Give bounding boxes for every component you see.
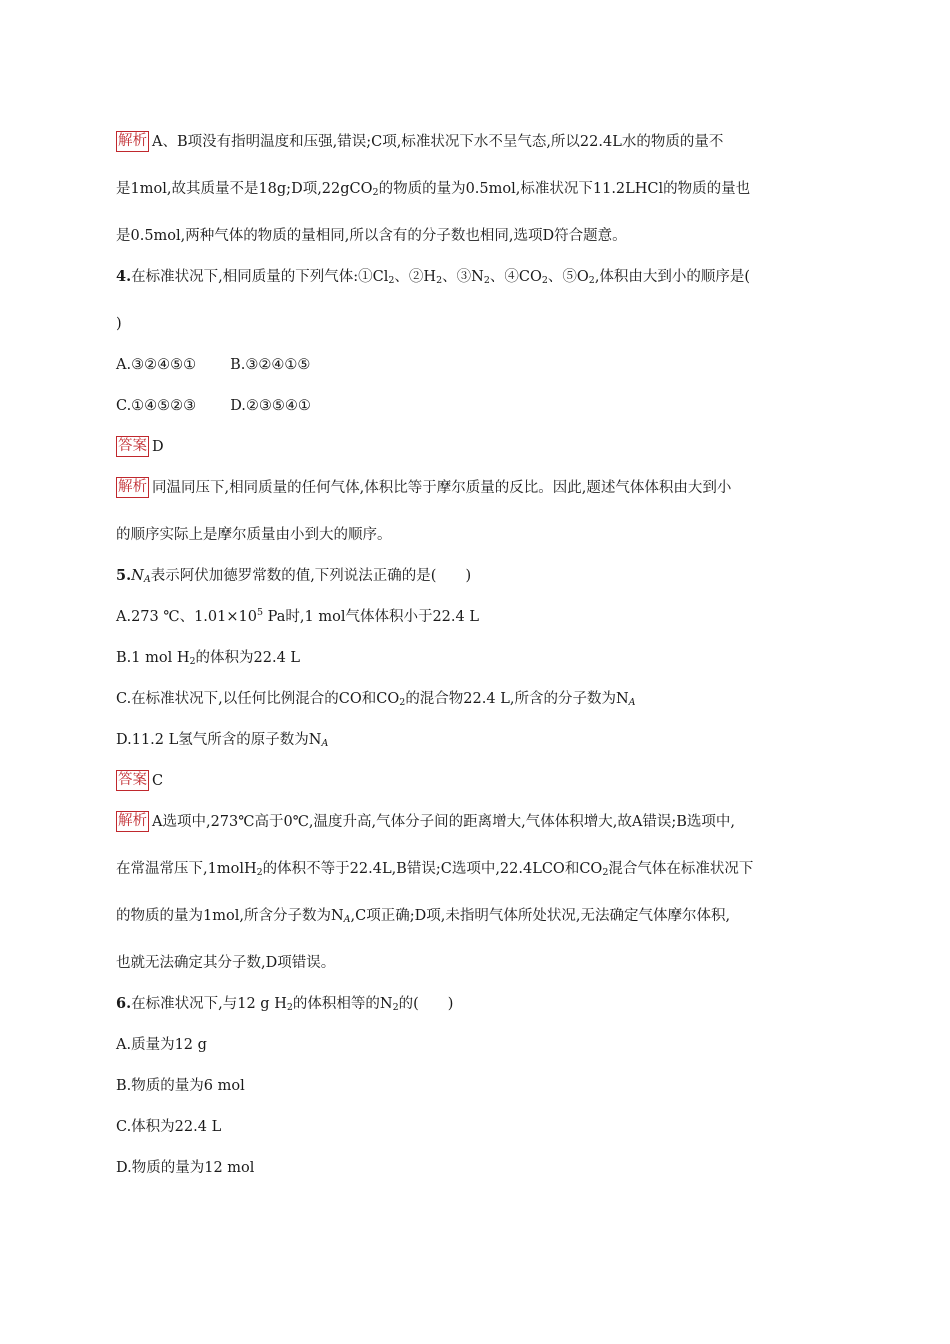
option-b: B.③②④①⑤ <box>230 357 311 373</box>
question-5-analysis: 在常温常压下,1molH$_2$的体积不等于22.4L,B错误;C选项中,22.4LCO和$CO_2$混合气体在标准状况下 <box>116 861 754 878</box>
question-6-option-a: A.质量为12 g <box>116 1037 207 1053</box>
question-5-stem: $5.N_A$表示阿伏加德罗常数的值,下列说法正确的是( ) <box>116 567 472 585</box>
answer-tag: 答案 <box>116 770 149 791</box>
answer-tag: 答案 <box>116 436 149 457</box>
analysis-line: 是0.5mol,两种气体的物质的量相同,所以含有的分子数也相同,选项D符合题意。 <box>116 228 627 244</box>
question-4-options-row-1 <box>116 351 836 379</box>
question-4-analysis: 解析 同温同压下,相同质量的任何气体,体积比等于摩尔质量的反比。因此,题述气体体积由大到小 <box>118 479 732 496</box>
analysis-line: 解析 A、B项没有指明温度和压强,错误;C项,标准状况下水不呈气态,所以22.4L水的物质的量不 <box>118 133 724 150</box>
document-page <box>116 128 836 1182</box>
question-5-option-d: D.11.2 L氢气所含的原子数为$N_A$ <box>116 732 329 749</box>
question-4-answer: 答案 D <box>118 438 164 455</box>
question-5-option-a: A.273 ℃、$1.01\times 10^5$ Pa时,1 mol气体体积小于22.4 L <box>116 607 479 625</box>
question-4-stem-close: ) <box>116 316 122 332</box>
question-5-analysis: 解析 A选项中,273℃高于0℃,温度升高,气体分子间的距离增大,气体体积增大,故A错误;B选项中, <box>118 813 735 830</box>
option-a: A.③②④⑤① <box>116 357 197 373</box>
question-6-option-b: B.物质的量为6 mol <box>116 1078 245 1094</box>
question-number: 4. <box>116 268 132 285</box>
question-5-analysis: 的物质的量为1mol,所含分子数为$N_A,C$项正确;D项,未指明气体所处状况,无法确定气体摩尔体积, <box>116 908 731 925</box>
question-4-stem: 4.在标准状况下,相同质量的下列气体$:①Cl_2$、$②H_2$、$③N_2$、$④CO_2$、$⑤O_2$,体积由大到小的顺序是( <box>116 268 751 286</box>
question-4-analysis: 的顺序实际上是摩尔质量由小到大的顺序。 <box>116 527 392 543</box>
question-5-option-c: C.在标准状况下,以任何比例混合的CO和$CO_2$的混合物22.4 L,所含的分子数为$N_A$ <box>116 691 636 708</box>
analysis-tag: 解析 <box>116 131 149 152</box>
analysis-tag: 解析 <box>116 811 149 832</box>
question-4-options-row-2 <box>116 392 836 420</box>
option-d: D.②③⑤④① <box>230 398 311 414</box>
question-6-option-d: D.物质的量为12 mol <box>116 1160 255 1176</box>
question-number: 6. <box>116 995 132 1012</box>
question-5-analysis: 也就无法确定其分子数,D项错误。 <box>116 955 336 971</box>
question-5-answer: 答案 C <box>118 772 164 789</box>
question-6-option-c: C.体积为22.4 L <box>116 1119 222 1135</box>
question-number: 5. <box>116 567 132 584</box>
analysis-line: 是1mol,故其质量不是18g;D项,22gCO$_2$的物质的量为0.5mol,标准状况下11.2LHCl的物质的量也 <box>116 181 751 198</box>
option-c: C.①④⑤②③ <box>116 398 197 414</box>
analysis-tag: 解析 <box>116 477 149 498</box>
question-5-option-b: B.1 mol $H_2$的体积为22.4 L <box>116 650 301 667</box>
question-6-stem: 6.在标准状况下,与12 g $H_2$的体积相等的$N_2$的( ) <box>116 995 454 1013</box>
